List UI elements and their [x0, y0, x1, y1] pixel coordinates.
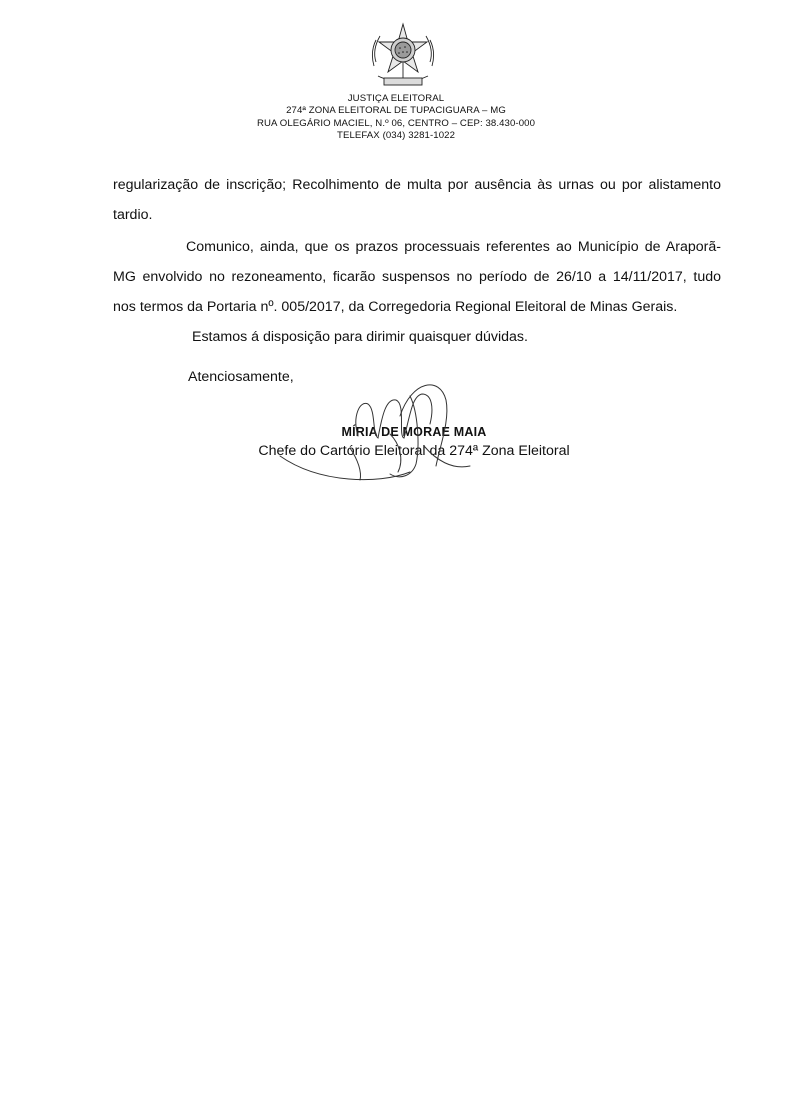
- paragraph-3: Estamos á disposição para dirimir quaisquer dúvidas.: [192, 329, 528, 345]
- paragraph-line: nos termos da Portaria nº. 005/2017, da Corregedoria Regional Eleitoral de Minas Gerais.: [113, 299, 678, 315]
- letterhead: [0, 93, 792, 143]
- institution-name: JUSTIÇA ELEITORAL: [347, 93, 445, 104]
- paragraph-2: [113, 232, 721, 322]
- address: RUA OLEGÁRIO MACIEL, N.º 06, CENTRO – CEP: 38.430-000: [256, 117, 536, 129]
- telefax: TELEFAX (034) 3281-1022: [336, 130, 456, 142]
- paragraph-line: MG envolvido no rezoneamento, ficarão suspensos no período de 26/10 a 14/11/2017, tudo: [113, 269, 721, 285]
- electoral-zone: 274ª ZONA ELEITORAL DE TUPACIGUARA – MG: [286, 105, 506, 117]
- paragraph-line: regularização de inscrição; Recolhimento de multa por ausência às urnas ou por alistamento: [113, 177, 721, 193]
- paragraph-1: [113, 170, 721, 230]
- brazil-coat-of-arms-icon: [370, 22, 436, 92]
- paragraph-line: Comunico, ainda, que os prazos processuais referentes ao Município de Araporã-: [186, 239, 721, 255]
- signatory-role: Chefe do Cartório Eleitoral da 274ª Zona Eleitoral: [258, 443, 570, 459]
- paragraph-line: tardio.: [113, 207, 153, 223]
- closing: Atenciosamente,: [188, 369, 294, 385]
- signatory-name: MÍRIA DE MORAE MAIA: [341, 425, 487, 439]
